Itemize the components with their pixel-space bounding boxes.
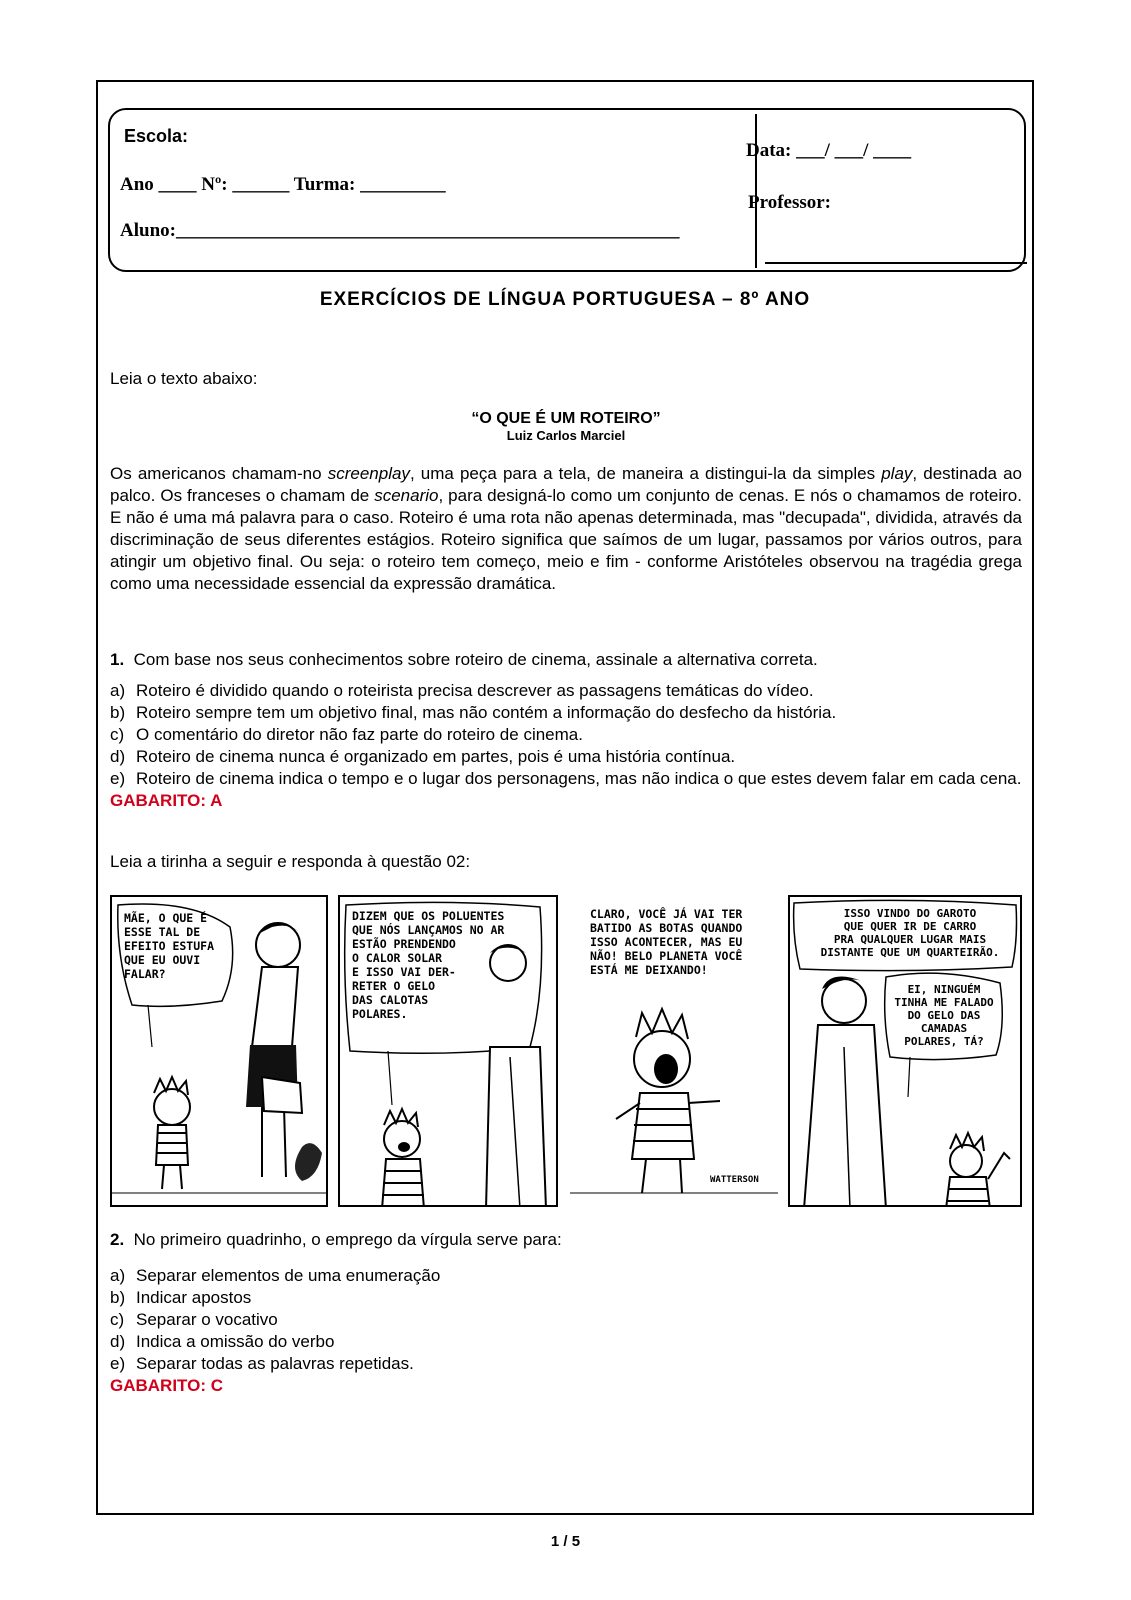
article-text-1: Os americanos chamam-no [110,464,328,483]
comic-panel-4 [788,895,1022,1207]
panel-4-narration: ISSO VINDO DO GAROTO QUE QUER IR DE CARRO PRA QUALQUER LUGAR MAIS DISTANTE QUE UM QUARTEIRÃO. [820,907,1000,959]
option-a[interactable]: a) Separar elementos de uma enumeração [110,1266,441,1285]
option-e[interactable]: e) Separar todas as palavras repetidas. [110,1354,414,1373]
article-text-4: , para designá-lo como um conjunto de cenas. E nós o chamamos de roteiro. E não é uma má palavra para o caso. Roteiro é uma rota não apenas determinada, mas "decupada", dividida, através da discriminação de seus diferentes estágios. Roteiro significa que saímos de um lugar, passamos por vários outros, para atingir um objetivo final. Ou seja: o roteiro tem começo, meio e fim - conforme Aristóteles observou na tragédia grega como uma necessidade essencial da expressão dramática. [110,486,1022,593]
option-a[interactable]: a) Roteiro é dividido quando o roteirista precisa descrever as passagens temáticas do vídeo. [110,681,814,700]
panel-1-dialogue: MÃE, O QUE É ESSE TAL DE EFEITO ESTUFA QUE EU OUVI FALAR? [124,911,215,981]
comic-panel-3 [568,895,780,1207]
option-b[interactable]: b) Roteiro sempre tem um objetivo final, mas não contém a informação do desfecho da história. [110,703,837,722]
comic-panel-2 [338,895,558,1207]
strip-intro: Leia a tirinha a seguir e responda à questão 02: [110,852,471,871]
professor-line[interactable] [765,262,1027,264]
option-d[interactable]: d) Indica a omissão do verbo [110,1332,335,1351]
ano-numero-turma-line[interactable]: Ano ____ Nº: ______ Turma: _________ [120,174,446,195]
page-frame [96,80,1034,1515]
page-title: EXERCÍCIOS DE LÍNGUA PORTUGUESA – 8º ANO [319,289,811,310]
article-title: “O QUE É UM ROTEIRO” [471,410,661,427]
professor-label: Professor: [748,192,832,213]
question-2 [110,1229,1022,1251]
page-number: 1 / 5 [550,1533,581,1550]
article-italic-screenplay: screenplay [327,464,410,483]
escola-label: Escola: [124,126,189,146]
student-header-box [108,108,1026,272]
answer-key-1: GABARITO: A [110,791,223,810]
question-2-number: 2. [110,1230,125,1249]
question-1 [110,649,1022,671]
panel-3-dialogue: CLARO, VOCÊ JÁ VAI TER BATIDO AS BOTAS QUANDO ISSO ACONTECER, MAS EU NÃO! BELO PLANETA VOCÊ ESTÁ ME DEIXANDO! [590,907,743,977]
question-2-text: No primeiro quadrinho, o emprego da vírgula serve para: [133,1230,562,1249]
comic-signature: WATTERSON [710,1175,759,1185]
aluno-line[interactable]: Aluno:_____________________________________________________ [120,220,680,241]
question-2-options [110,1265,1022,1397]
panel-4-dialogue: EI, NINGUÉM TINHA ME FALADO DO GELO DAS CAMADAS POLARES, TÁ? [894,983,994,1048]
intro-text: Leia o texto abaixo: [110,369,258,388]
question-1-options [110,680,1022,812]
article-text-3: , destinada ao palco. Os franceses o chamam de [110,464,1023,505]
option-e[interactable]: e) Roteiro de cinema indica o tempo e o lugar dos personagens, mas não indica o que estes devem falar em cada cena. [110,769,1022,788]
panel-2-dialogue: DIZEM QUE OS POLUENTES QUE NÓS LANÇAMOS NO AR ESTÃO PRENDENDO O CALOR SOLAR E ISSO VAI DER- RETER O GELO DAS CALOTAS POLARES. [352,909,505,1021]
question-1-text: Com base nos seus conhecimentos sobre roteiro de cinema, assinale a alternativa correta. [133,650,818,669]
article-author: Luiz Carlos Marciel [506,428,626,443]
comic-strip [110,895,1022,1207]
question-1-number: 1. [110,650,125,669]
header-divider [755,114,757,268]
data-line[interactable]: Data: ___/ ___/ ____ [746,140,912,161]
option-c[interactable]: c) O comentário do diretor não faz parte do roteiro de cinema. [110,725,583,744]
article-paragraph [110,463,1022,595]
option-b[interactable]: b) Indicar apostos [110,1288,252,1307]
article-italic-play: play [881,464,913,483]
comic-panel-1 [110,895,328,1207]
answer-key-2: GABARITO: C [110,1376,224,1395]
article-text-2: , uma peça para a tela, de maneira a distingui-la da simples [409,464,882,483]
article-italic-scenario: scenario [374,486,439,505]
option-c[interactable]: c) Separar o vocativo [110,1310,278,1329]
option-d[interactable]: d) Roteiro de cinema nunca é organizado em partes, pois é uma história contínua. [110,747,736,766]
